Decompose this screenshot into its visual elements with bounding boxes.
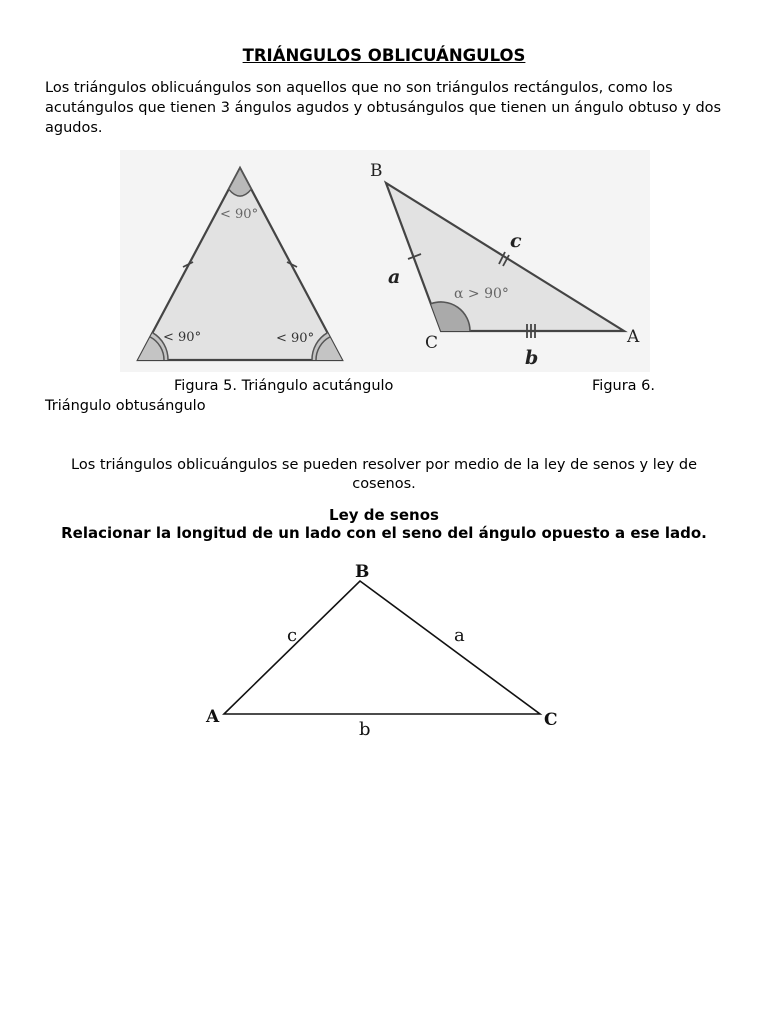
law-triangle-shape [224,581,540,714]
acute-triangle-figure [120,150,360,372]
law-of-sines-heading: Ley de senos [329,506,439,524]
methods-paragraph: Los triángulos oblicuángulos se pueden resolver por medio de la ley de senos y ley de cosenos. [71,457,697,492]
figure-6-caption-end: Triángulo obtusángulo [45,398,206,414]
law-vertex-c: C [544,710,558,730]
acute-right-angle-label: < 90° [276,331,315,346]
obtuse-angle-label: α > 90° [454,286,509,302]
law-side-a-label: a [454,625,465,646]
law-of-sines-triangle-figure [200,555,570,745]
law-of-sines-description: Relacionar la longitud de un lado con el seno del ángulo opuesto a ese lado. [61,524,707,542]
acute-left-angle-label: < 90° [163,330,202,345]
obtuse-side-c-label: c [510,230,522,252]
obtuse-triangle-figure [360,150,650,372]
page-title: TRIÁNGULOS OBLICUÁNGULOS [242,46,526,65]
law-side-b-label: b [359,719,371,740]
obtuse-side-b-label: b [525,347,539,369]
law-vertex-b: B [355,562,370,582]
obtuse-side-a-label: a [388,266,401,288]
obtuse-vertex-b: B [370,161,383,181]
obtuse-vertex-c: C [425,333,439,353]
intro-paragraph: Los triángulos oblicuángulos son aquellos que no son triángulos rectángulos, como los acutángulos que tienen 3 ángulos agudos y obtusángulos que tienen un ángulo obtuso y dos agudos. [45,80,722,136]
obtuse-vertex-a: A [627,327,640,347]
law-vertex-a: A [206,707,220,727]
law-side-c-label: c [287,625,298,646]
figure-5-caption: Figura 5. Triángulo acutángulo [174,378,394,394]
acute-top-angle-label: < 90° [220,207,259,222]
figure-6-caption-start: Figura 6. [592,378,655,394]
